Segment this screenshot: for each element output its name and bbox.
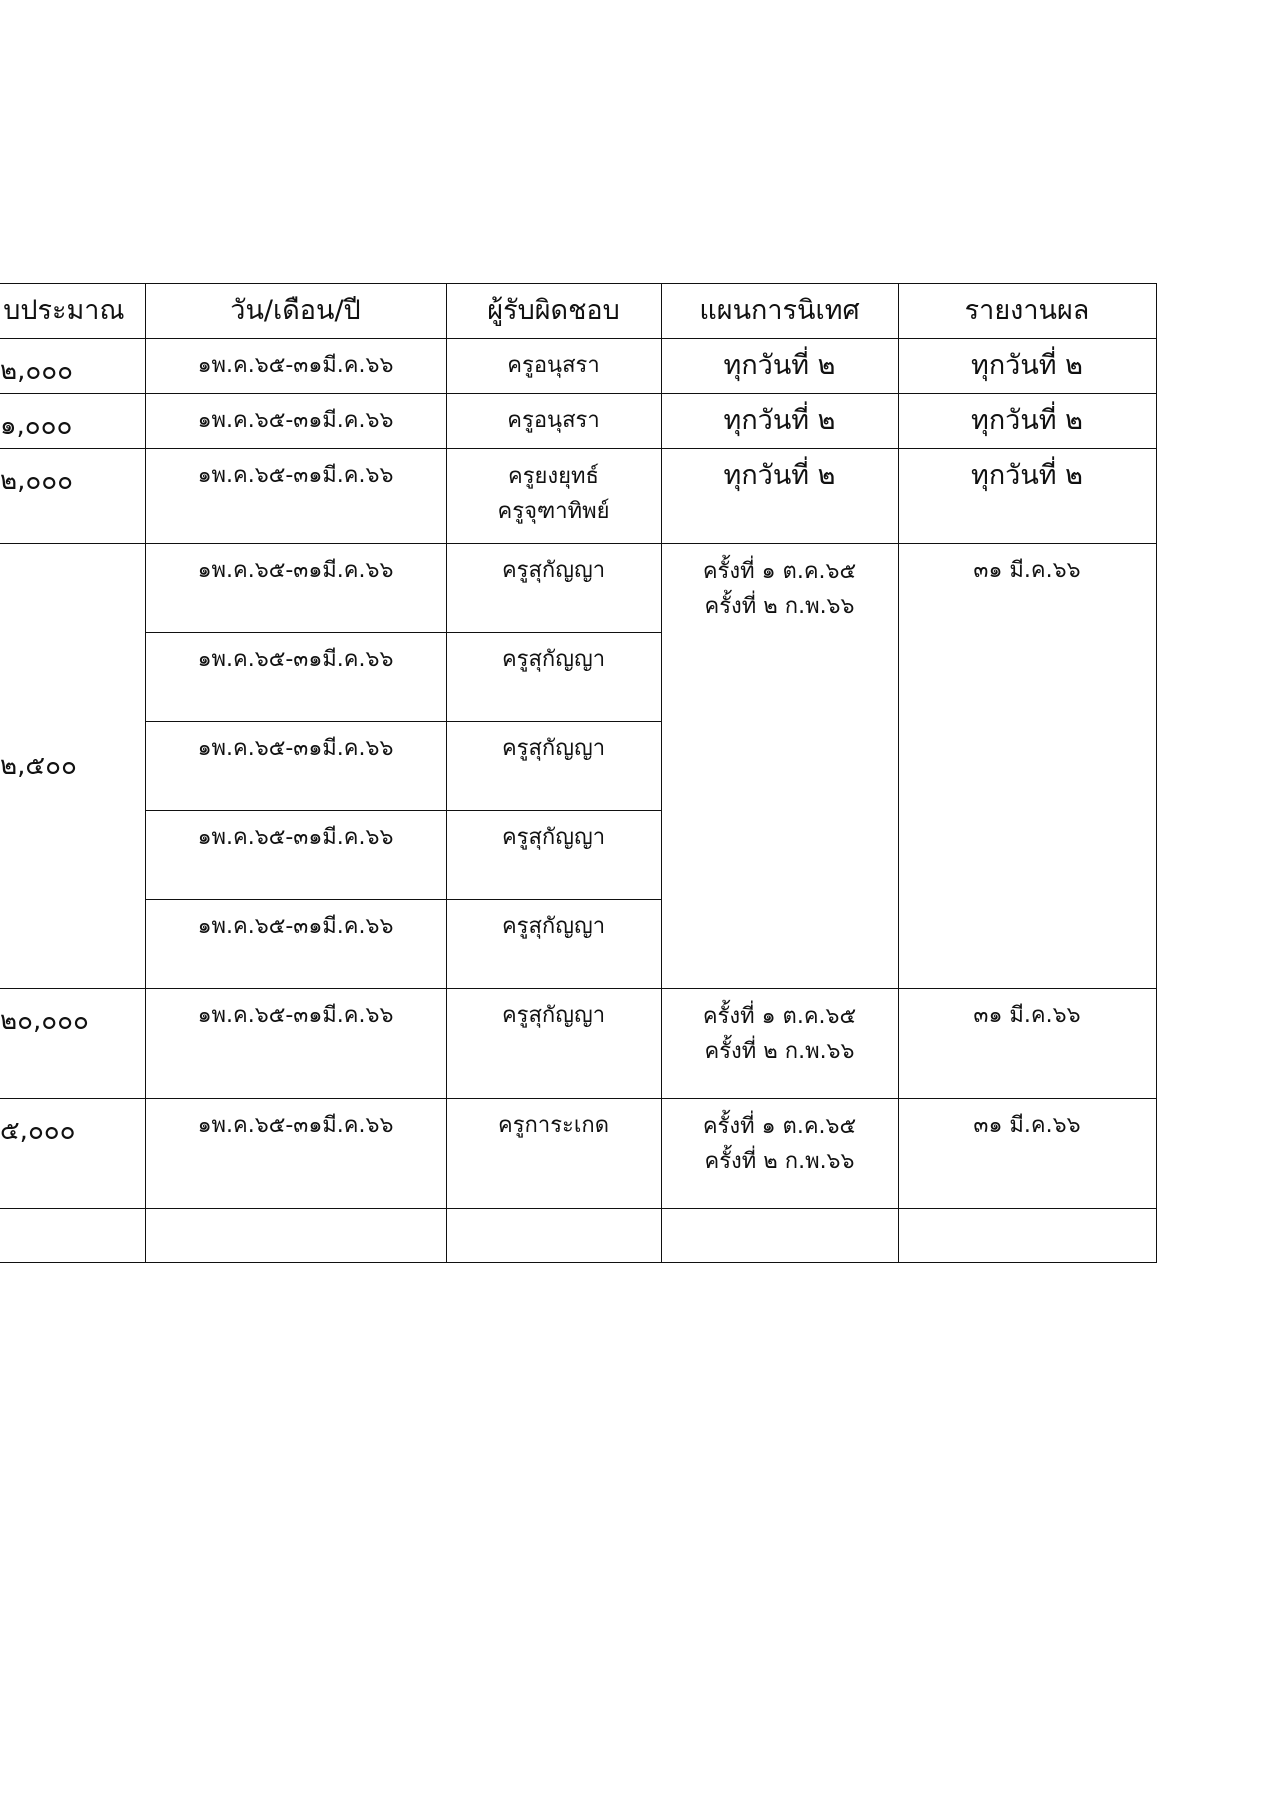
supervision-line-1: ครั้งที่ ๑ ต.ค.๖๕ xyxy=(702,1114,857,1139)
report-value: ทุกวันที่ ๒ xyxy=(971,460,1083,491)
date-value: ๑พ.ค.๖๕-๓๑มี.ค.๖๖ xyxy=(197,463,394,488)
supervision-value xyxy=(662,544,898,624)
header-supervision: แผนการนิเทศ xyxy=(661,284,898,339)
date-cell xyxy=(145,722,446,811)
responsible-value: ครูอนุสรา xyxy=(507,353,600,378)
date-cell xyxy=(145,989,446,1099)
report-cell xyxy=(898,339,1156,394)
empty-cell xyxy=(0,1209,145,1263)
report-value: ๓๑ มี.ค.๖๖ xyxy=(973,1003,1081,1028)
budget-cell xyxy=(0,1099,145,1209)
responsible-value: ครูอนุสรา xyxy=(507,408,600,433)
supervision-cell xyxy=(661,544,898,989)
supervision-value xyxy=(662,989,898,1069)
budget-cell xyxy=(0,394,145,449)
date-cell xyxy=(145,900,446,989)
table-row xyxy=(0,449,1156,544)
table-row xyxy=(0,1099,1156,1209)
budget-cell xyxy=(0,989,145,1099)
table-row xyxy=(0,339,1156,394)
supervision-cell xyxy=(661,339,898,394)
date-value: ๑พ.ค.๖๕-๓๑มี.ค.๖๖ xyxy=(197,408,394,433)
responsible-cell xyxy=(446,989,661,1099)
supervision-cell xyxy=(661,989,898,1099)
header-responsible: ผู้รับผิดชอบ xyxy=(446,284,661,339)
supervision-line-2: ครั้งที่ ๒ ก.พ.๖๖ xyxy=(704,594,855,620)
table-row xyxy=(0,544,1156,633)
header-date: วัน/เดือน/ปี xyxy=(145,284,446,339)
budget-value: ๒,๐๐๐ xyxy=(0,466,74,496)
budget-value: ๒,๕๐๐ xyxy=(0,750,77,781)
date-value: ๑พ.ค.๖๕-๓๑มี.ค.๖๖ xyxy=(197,1003,394,1028)
date-cell xyxy=(145,811,446,900)
report-value: ทุกวันที่ ๒ xyxy=(971,405,1083,436)
responsible-cell xyxy=(446,339,661,394)
supervision-line-1: ครั้งที่ ๑ ต.ค.๖๕ xyxy=(702,559,857,584)
budget-value: ๑,๐๐๐ xyxy=(0,411,73,441)
report-cell xyxy=(898,449,1156,544)
header-report: รายงานผล xyxy=(898,284,1156,339)
budget-cell xyxy=(0,449,145,544)
empty-cell xyxy=(661,1209,898,1263)
supervision-value: ทุกวันที่ ๒ xyxy=(723,405,836,436)
budget-cell xyxy=(0,339,145,394)
date-value: ๑พ.ค.๖๕-๓๑มี.ค.๖๖ xyxy=(197,736,394,761)
supervision-cell xyxy=(661,394,898,449)
responsible-cell xyxy=(446,722,661,811)
responsible-value: ครูสุกัญญา xyxy=(501,736,606,761)
date-cell xyxy=(145,633,446,722)
budget-cell xyxy=(0,544,145,989)
report-value: ๓๑ มี.ค.๖๖ xyxy=(973,1113,1081,1138)
responsible-value: ครูการะเกด xyxy=(498,1113,609,1138)
responsible-value: ครูสุกัญญา xyxy=(501,647,606,672)
budget-value: ๕,๐๐๐ xyxy=(0,1116,76,1146)
report-cell xyxy=(898,544,1156,989)
supervision-line-2: ครั้งที่ ๒ ก.พ.๖๖ xyxy=(704,1149,855,1175)
date-cell xyxy=(145,339,446,394)
table-row-empty xyxy=(0,1209,1156,1263)
empty-cell xyxy=(145,1209,446,1263)
responsible-cell xyxy=(446,544,661,633)
supervision-cell xyxy=(661,449,898,544)
responsible-value xyxy=(447,449,661,529)
date-cell xyxy=(145,544,446,633)
supervision-cell xyxy=(661,1099,898,1209)
header-budget: บประมาณ xyxy=(0,284,145,339)
report-cell xyxy=(898,1099,1156,1209)
date-value: ๑พ.ค.๖๕-๓๑มี.ค.๖๖ xyxy=(197,558,394,583)
responsible-value: ครูสุกัญญา xyxy=(501,1003,606,1028)
responsible-cell xyxy=(446,633,661,722)
empty-cell xyxy=(446,1209,661,1263)
plan-table xyxy=(0,283,1157,1263)
budget-value: ๒๐,๐๐๐ xyxy=(0,1006,89,1036)
report-value: ๓๑ มี.ค.๖๖ xyxy=(973,558,1081,583)
table-row xyxy=(0,989,1156,1099)
report-cell xyxy=(898,989,1156,1099)
date-value: ๑พ.ค.๖๕-๓๑มี.ค.๖๖ xyxy=(197,1113,394,1138)
responsible-cell xyxy=(446,1099,661,1209)
date-cell xyxy=(145,394,446,449)
date-value: ๑พ.ค.๖๕-๓๑มี.ค.๖๖ xyxy=(197,825,394,850)
supervision-value xyxy=(662,1099,898,1179)
budget-value: ๒,๐๐๐ xyxy=(0,356,74,386)
report-cell xyxy=(898,394,1156,449)
supervision-line-2: ครั้งที่ ๒ ก.พ.๖๖ xyxy=(704,1039,855,1065)
table-row xyxy=(0,394,1156,449)
supervision-line-1: ครั้งที่ ๑ ต.ค.๖๕ xyxy=(702,1004,857,1029)
responsible-value: ครูสุกัญญา xyxy=(501,825,606,850)
header-row xyxy=(0,284,1156,339)
date-value: ๑พ.ค.๖๕-๓๑มี.ค.๖๖ xyxy=(197,914,394,939)
report-value: ทุกวันที่ ๒ xyxy=(971,350,1083,381)
supervision-value: ทุกวันที่ ๒ xyxy=(723,350,836,381)
responsible-cell xyxy=(446,811,661,900)
date-value: ๑พ.ค.๖๕-๓๑มี.ค.๖๖ xyxy=(197,353,394,378)
empty-cell xyxy=(898,1209,1156,1263)
supervision-value: ทุกวันที่ ๒ xyxy=(723,460,836,491)
responsible-cell xyxy=(446,900,661,989)
date-cell xyxy=(145,1099,446,1209)
date-cell xyxy=(145,449,446,544)
responsible-cell xyxy=(446,394,661,449)
responsible-cell xyxy=(446,449,661,544)
responsible-value: ครูสุกัญญา xyxy=(501,914,606,939)
responsible-line-1: ครูยงยุทธ์ xyxy=(508,464,599,489)
date-value: ๑พ.ค.๖๕-๓๑มี.ค.๖๖ xyxy=(197,647,394,672)
responsible-line-2: ครูจุฑาทิพย์ xyxy=(497,499,610,525)
responsible-value: ครูสุกัญญา xyxy=(501,558,606,583)
